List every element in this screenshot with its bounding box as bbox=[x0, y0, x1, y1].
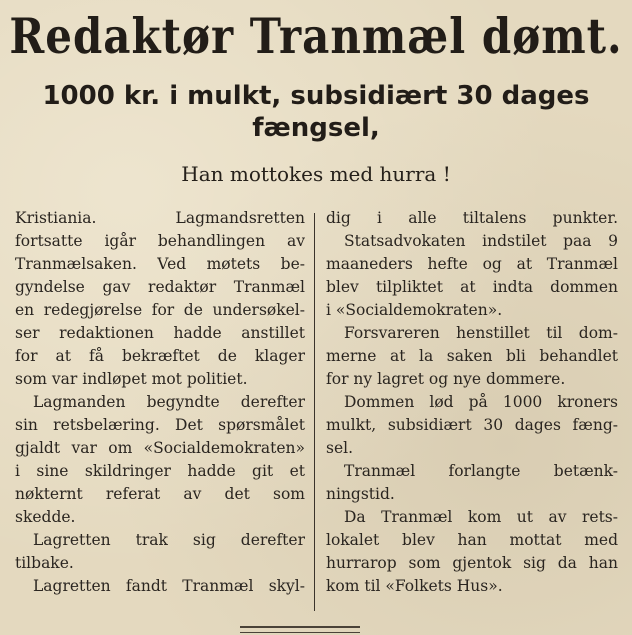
column-divider bbox=[314, 213, 315, 611]
text-line: som var indløpet mot politiet. bbox=[15, 370, 248, 388]
text-line: i sine skildringer hadde git et bbox=[15, 462, 305, 480]
right-column bbox=[326, 207, 618, 598]
text-line: ningstid. bbox=[326, 485, 395, 503]
text-line: Lagretten trak sig derefter bbox=[33, 531, 305, 549]
text-line: ser redaktionen hadde anstillet bbox=[15, 324, 305, 342]
text-line: merne at la saken bli behandlet bbox=[326, 347, 618, 365]
text-line: for ny lagret og nye dommere. bbox=[326, 370, 566, 388]
text-line: maaneders hefte og at Tranmæl bbox=[326, 255, 618, 273]
text-line: Da Tranmæl kom ut av rets- bbox=[344, 508, 618, 526]
text-line: kom til «Folkets Hus». bbox=[326, 577, 503, 595]
bottom-divider-thin bbox=[240, 632, 360, 633]
tagline: Han mottokes med hurra ! bbox=[181, 162, 451, 186]
text-line: Dommen lød på 1000 kroners bbox=[344, 393, 618, 411]
text-line: Tranmæl forlangte betænk- bbox=[344, 462, 618, 480]
text-line: Statsadvokaten indstilet paa 9 bbox=[344, 232, 618, 250]
text-line: en redegjørelse for de undersøkel- bbox=[15, 301, 305, 319]
bottom-divider bbox=[240, 626, 360, 628]
subheadline: 1000 kr. i mulkt, subsidiært 30 dages fængsel, bbox=[42, 81, 590, 143]
text-line: Lagmanden begyndte derefter bbox=[33, 393, 305, 411]
text-line: sin retsbelæring. Det spørsmålet bbox=[15, 416, 305, 434]
text-line: mulkt, subsidiært 30 dages fæng- bbox=[326, 416, 618, 434]
text-line: Kristiania. Lagmandsretten bbox=[15, 209, 305, 227]
text-line: Tranmælsaken. Ved møtets be- bbox=[15, 255, 305, 273]
text-line: tilbake. bbox=[15, 554, 74, 572]
text-line: hurrarop som gjentok sig da han bbox=[326, 554, 618, 572]
text-line: lokalet blev han mottat med bbox=[326, 531, 618, 549]
text-line: blev tilpliktet at indta dommen bbox=[326, 278, 618, 296]
text-line: dig i alle tiltalens punkter. bbox=[326, 209, 618, 227]
text-line: sel. bbox=[326, 439, 354, 457]
text-line: Lagretten fandt Tranmæl skyl- bbox=[33, 577, 305, 595]
text-line: i «Socialdemokraten». bbox=[326, 301, 503, 319]
text-line: fortsatte igår behandlingen av bbox=[15, 232, 305, 250]
left-column bbox=[15, 207, 305, 598]
headline: Redaktør Tranmæl dømt. bbox=[9, 8, 623, 65]
text-line: Forsvareren henstillet til dom- bbox=[344, 324, 618, 342]
text-line: gjaldt var om «Socialdemokraten» bbox=[15, 439, 305, 457]
text-line: gyndelse gav redaktør Tranmæl bbox=[15, 278, 305, 296]
text-line: nøkternt referat av det som bbox=[15, 485, 305, 503]
text-line: for at få bekræftet de klager bbox=[15, 347, 305, 365]
text-line: skedde. bbox=[15, 508, 76, 526]
